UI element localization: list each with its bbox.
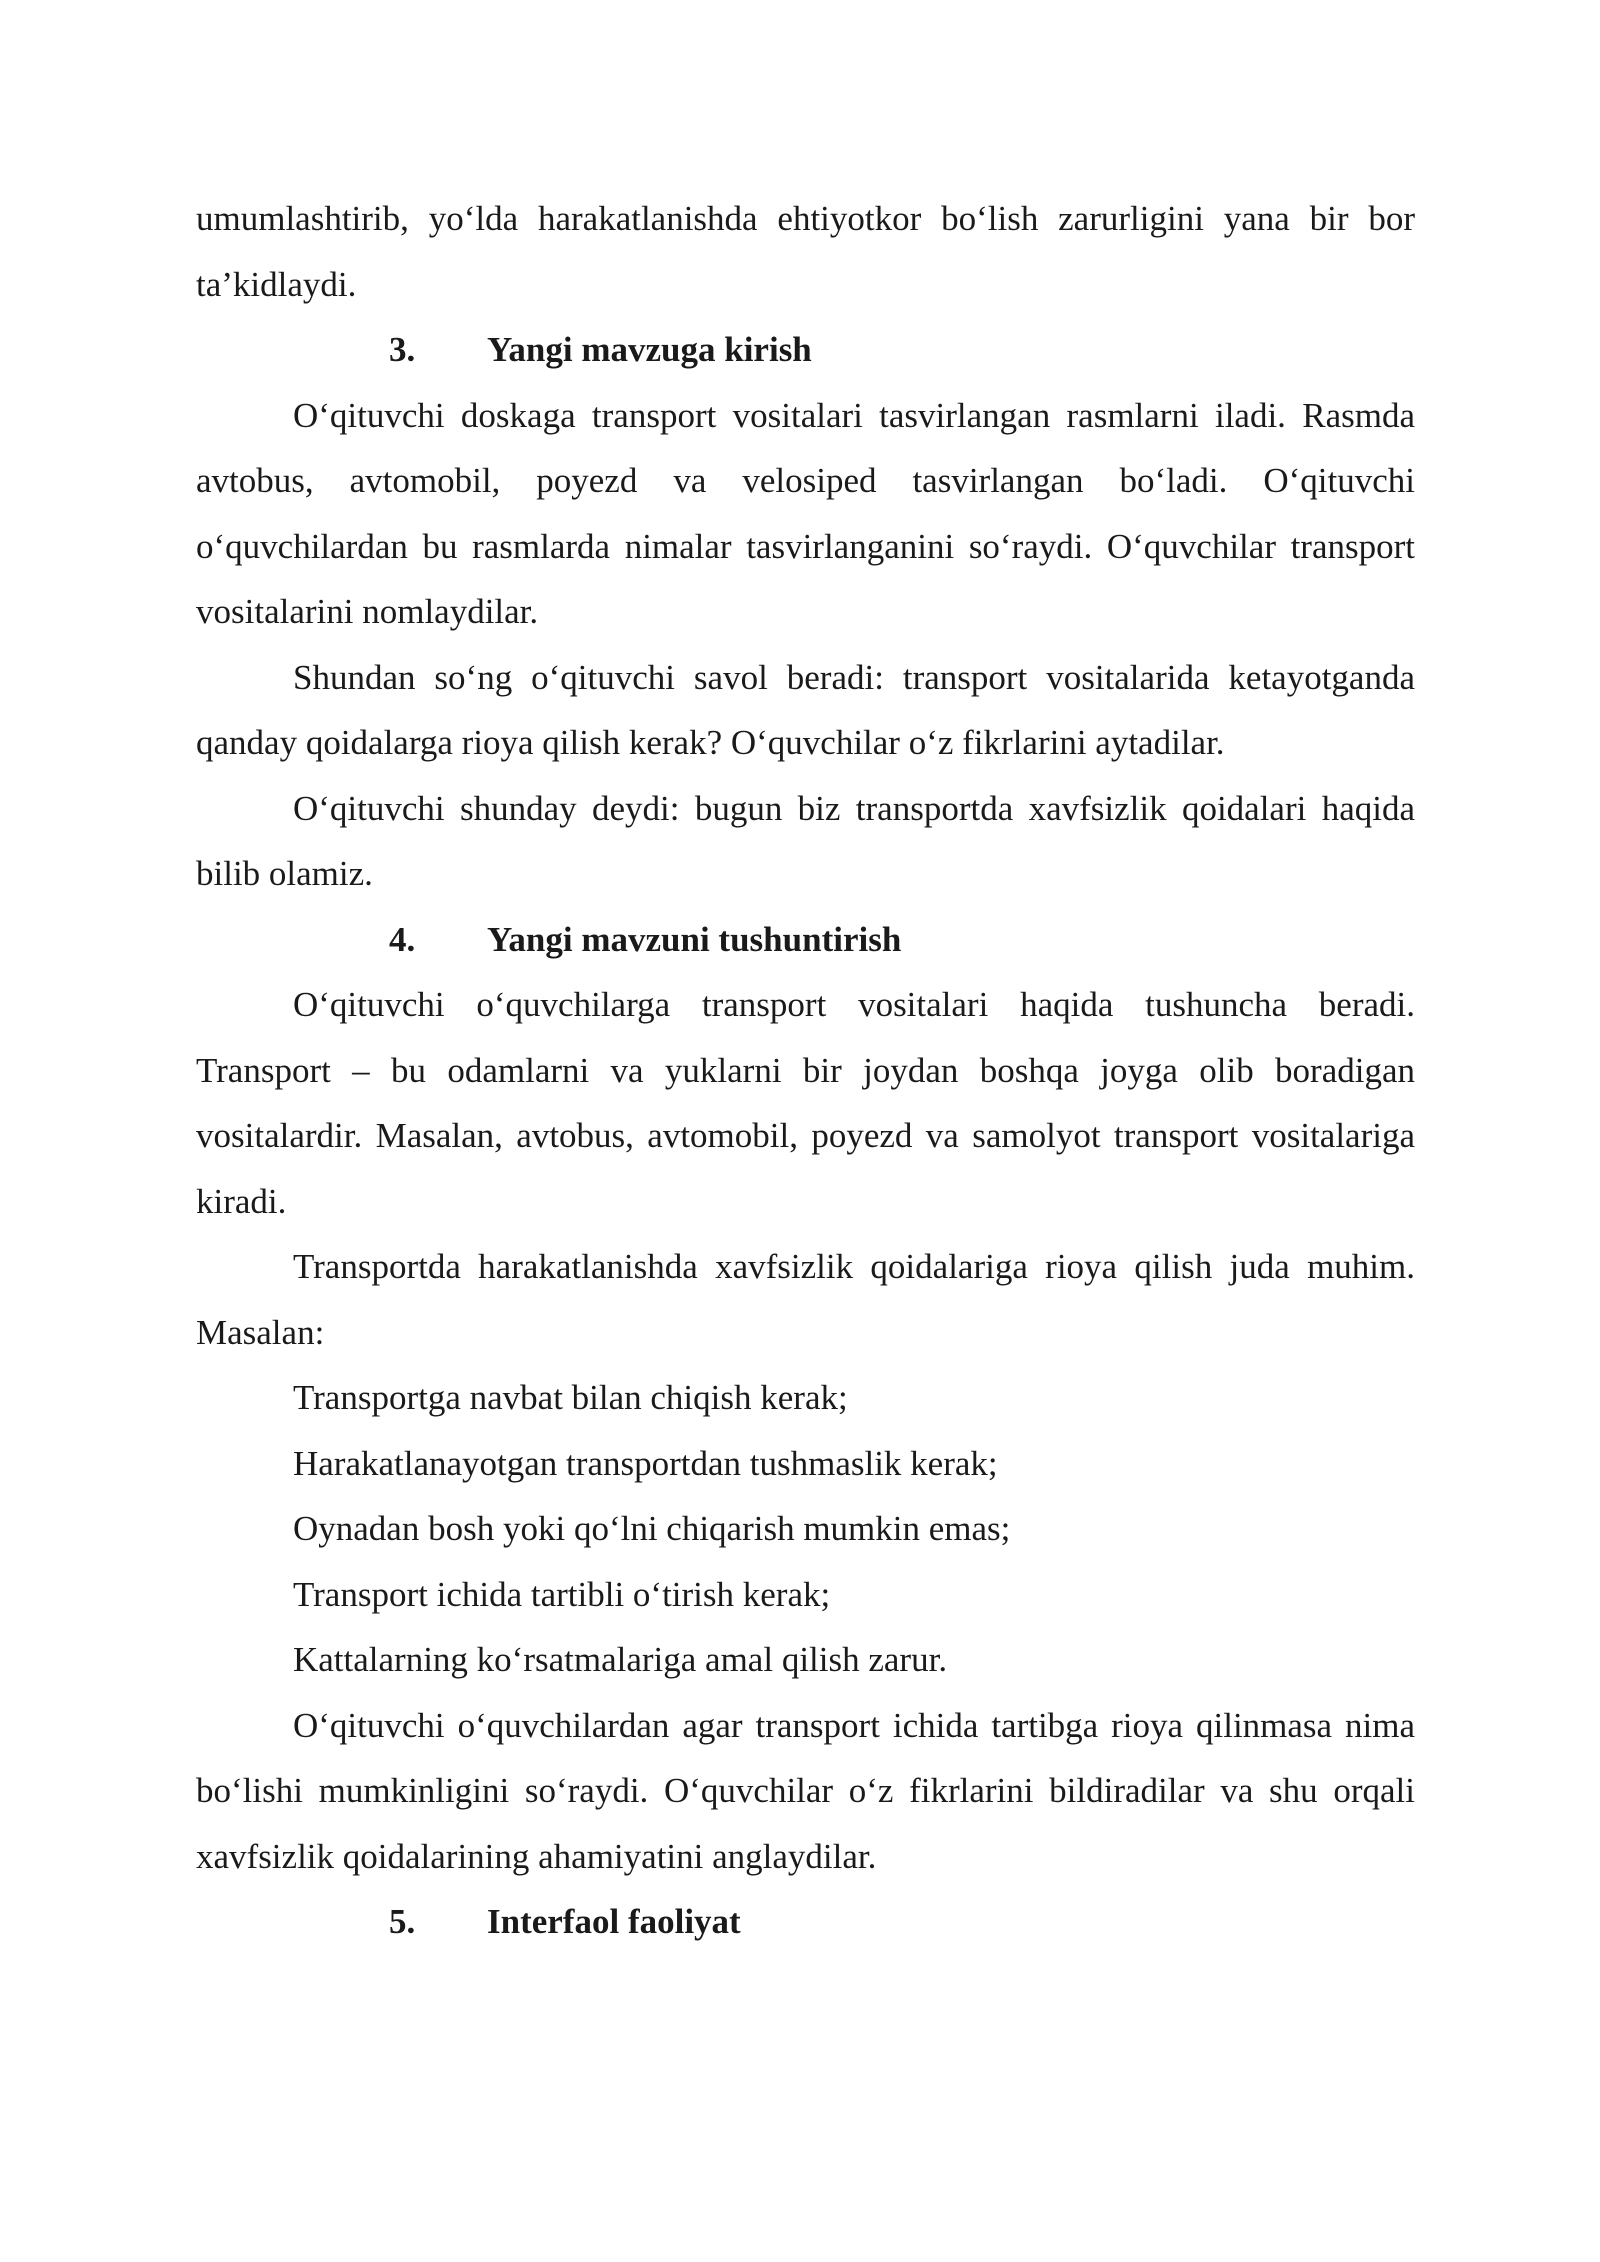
section-title: Yangi mavzuni tushuntirish xyxy=(487,919,902,959)
list-item: Transportga navbat bilan chiqish kerak; xyxy=(293,1378,848,1417)
document-page xyxy=(196,186,1415,1955)
list-item: Harakatlanayotgan transportdan tushmaslik kerak; xyxy=(293,1443,998,1483)
paragraph-board-pictures: O‘qituvchi doskaga transport vositalari tasvirlangan rasmlarni iladi. Rasmda avtobus, avtomobil, poyezd va velosiped tasvirlangan bo‘ladi. O‘qituvchi o‘quvchilardan bu rasmlarda nimalar tasvirlanganini so‘raydi. O‘quvchilar transport vositalarini nomlaydilar. xyxy=(196,395,1415,631)
section-heading-3 xyxy=(196,317,1415,383)
section-title: Yangi mavzuga kirish xyxy=(487,330,812,369)
paragraph-discussion: O‘qituvchi o‘quvchilardan agar transport ichida tartibga rioya qilinmasa nima bo‘lishi mumkinligini so‘raydi. O‘quvchilar o‘z fikrlarini bildiradilar va shu orqali xavfsizlik qoidalarining ahamiyatini anglaydilar. xyxy=(196,1705,1415,1876)
section-number: 3. xyxy=(389,330,416,369)
intro-paragraph: umumlashtirib, yo‘lda harakatlanishda ehtiyotkor bo‘lish zarurligini yana bir bor ta’kidlaydi. xyxy=(196,199,1415,304)
section-number: 5. xyxy=(389,1902,416,1941)
list-item: Transport ichida tartibli o‘tirish kerak; xyxy=(293,1574,831,1614)
paragraph-topic-intro: O‘qituvchi shunday deydi: bugun biz transportda xavfsizlik qoidalari haqida bilib olamiz. xyxy=(196,788,1415,893)
section-number: 4. xyxy=(389,919,416,959)
section-heading-4 xyxy=(196,907,1415,973)
safety-rules-list xyxy=(196,1365,1415,1693)
section-title: Interfaol faoliyat xyxy=(487,1902,741,1941)
paragraph-question: Shundan so‘ng o‘qituvchi savol beradi: transport vositalarida ketayotganda qanday qoidalarga rioya qilish kerak? O‘quvchilar o‘z fikrlarini aytadilar. xyxy=(196,657,1415,762)
list-item: Oynadan bosh yoki qo‘lni chiqarish mumkin emas; xyxy=(293,1509,1011,1548)
section-heading-5 xyxy=(196,1889,1415,1955)
list-item: Kattalarning ko‘rsatmalariga amal qilish zarur. xyxy=(293,1640,948,1679)
paragraph-transport-definition: O‘qituvchi o‘quvchilarga transport vositalari haqida tushuncha beradi. Transport – bu odamlarni va yuklarni bir joydan boshqa joyga olib boradigan vositalardir. Masalan, avtobus, avtomobil, poyezd va samolyot transport vositalariga kiradi. xyxy=(196,985,1415,1221)
paragraph-safety-importance: Transportda harakatlanishda xavfsizlik qoidalariga rioya qilish juda muhim. Masalan: xyxy=(196,1247,1415,1352)
